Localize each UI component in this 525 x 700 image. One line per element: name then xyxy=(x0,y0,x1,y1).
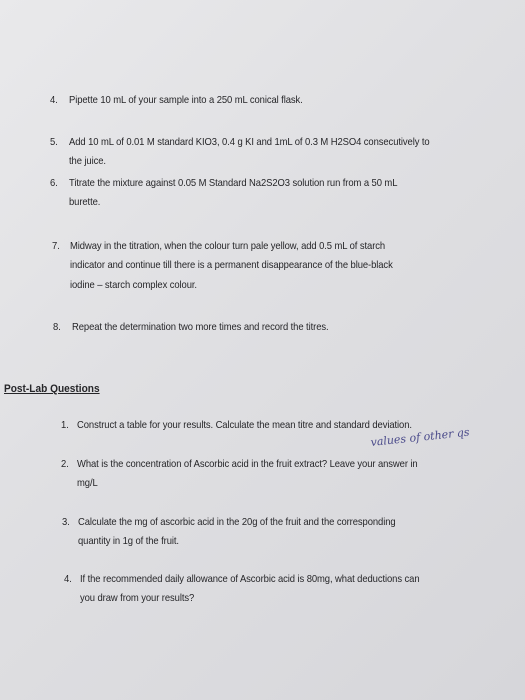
question-text: What is the concentration of Ascorbic acid in the fruit extract? Leave your answer in xyxy=(77,458,418,470)
step-number: 6. xyxy=(50,177,58,189)
question-text: If the recommended daily allowance of Ascorbic acid is 80mg, what deductions can xyxy=(80,573,420,585)
question-number: 3. xyxy=(62,516,70,528)
handwritten-note: values of other qs xyxy=(370,425,471,449)
question-text: quantity in 1g of the fruit. xyxy=(78,535,179,547)
question-text: mg/L xyxy=(77,477,98,489)
question-text: you draw from your results? xyxy=(80,592,195,604)
question-number: 1. xyxy=(61,419,69,431)
postlab-heading: Post-Lab Questions xyxy=(4,383,100,395)
question-text: Construct a table for your results. Calculate the mean titre and standard deviation. xyxy=(77,419,412,431)
step-text: iodine – starch complex colour. xyxy=(70,279,197,291)
step-text: Titrate the mixture against 0.05 M Standard Na2S2O3 solution run from a 50 mL xyxy=(69,177,398,189)
step-text: the juice. xyxy=(69,155,106,167)
step-text: Add 10 mL of 0.01 M standard KIO3, 0.4 g KI and 1mL of 0.3 M H2SO4 consecutively to xyxy=(69,136,430,148)
step-text: indicator and continue till there is a permanent disappearance of the blue-black xyxy=(70,259,393,271)
step-number: 7. xyxy=(52,240,60,252)
step-number: 8. xyxy=(53,321,61,333)
step-text: Midway in the titration, when the colour turn pale yellow, add 0.5 mL of starch xyxy=(70,240,386,252)
step-text: Repeat the determination two more times and record the titres. xyxy=(72,321,329,333)
step-number: 4. xyxy=(50,94,58,106)
question-number: 2. xyxy=(61,458,69,470)
step-number: 5. xyxy=(50,136,58,148)
question-number: 4. xyxy=(64,573,72,585)
step-text: burette. xyxy=(69,196,101,208)
question-text: Calculate the mg of ascorbic acid in the 20g of the fruit and the corresponding xyxy=(78,516,396,528)
step-text: Pipette 10 mL of your sample into a 250 mL conical flask. xyxy=(69,94,303,106)
